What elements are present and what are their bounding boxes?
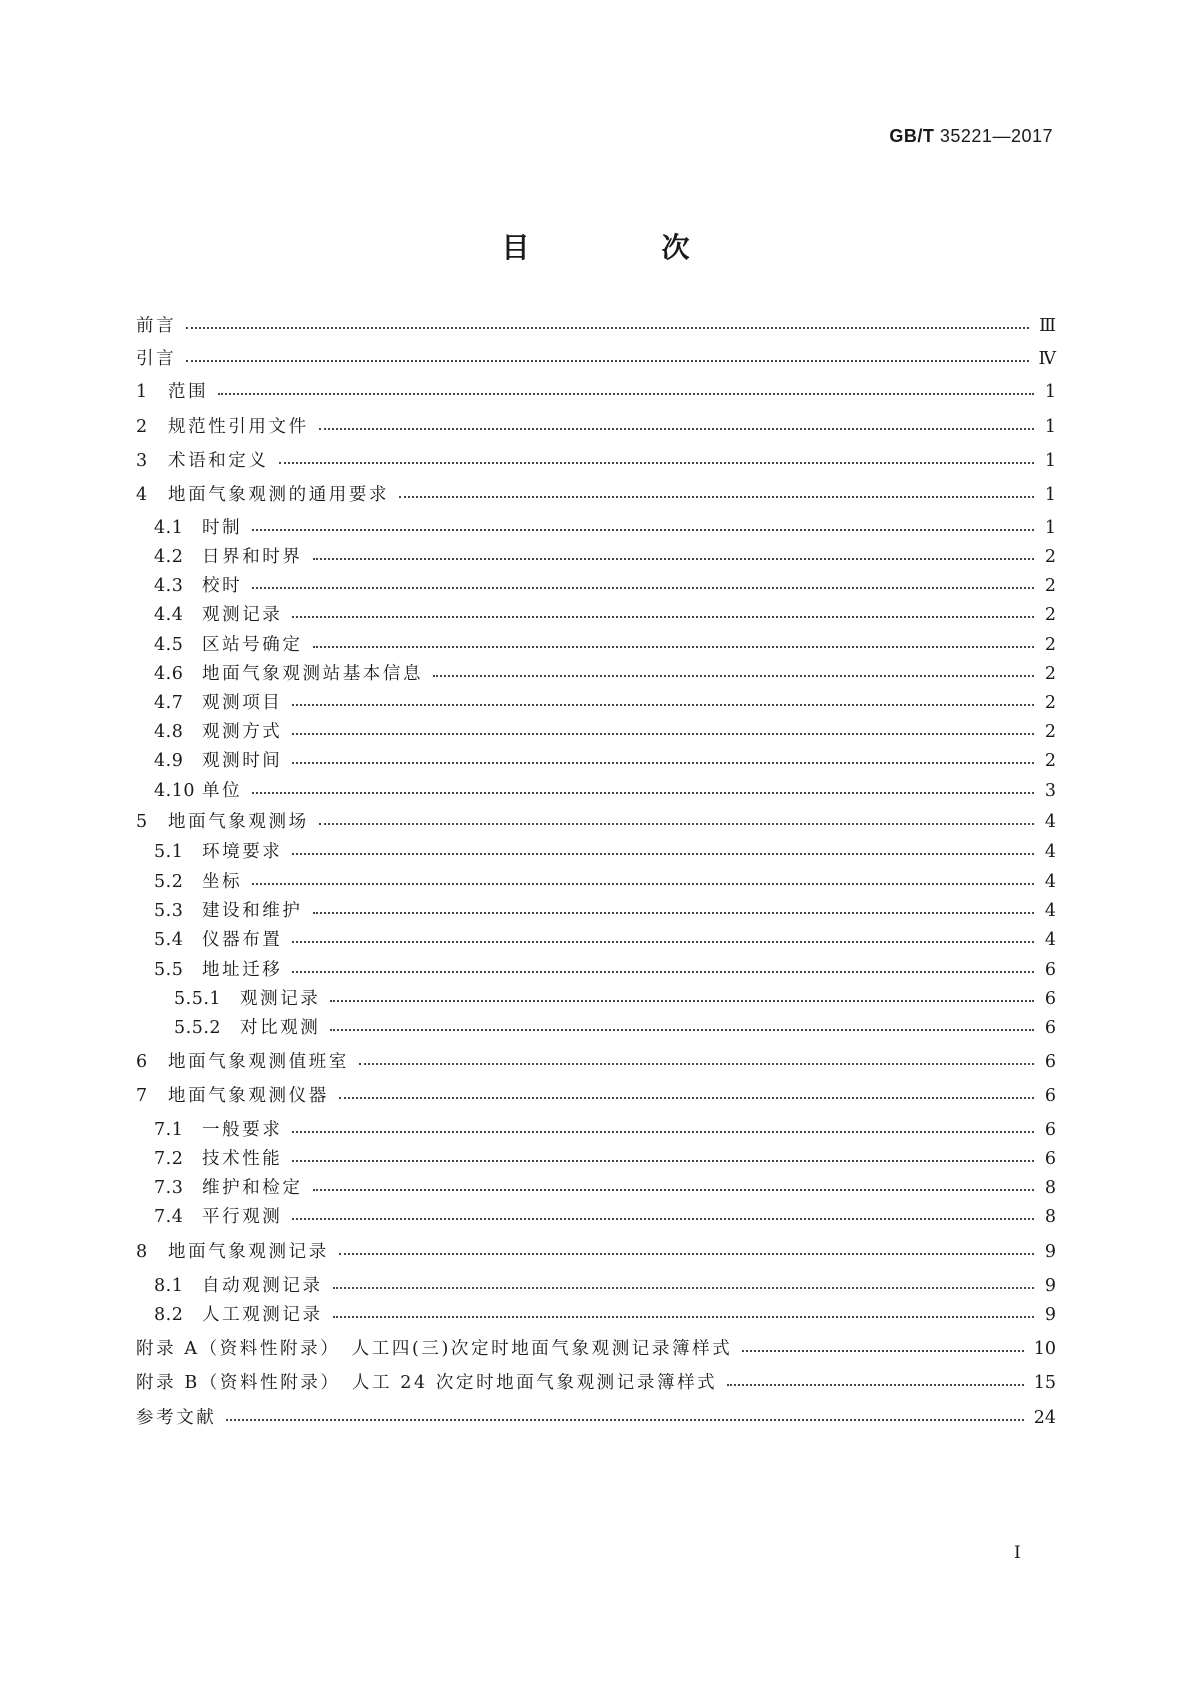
- toc-entry-page: 4: [1044, 872, 1056, 892]
- toc-leader-dots: [292, 853, 1034, 855]
- toc-entry-number: 7.3: [154, 1178, 184, 1198]
- toc-entry-label: 校时: [202, 576, 243, 596]
- toc-entry[interactable]: [136, 1335, 1056, 1360]
- toc-entry-number: 5.3: [154, 901, 184, 921]
- toc-entry[interactable]: [136, 312, 1056, 337]
- toc-entry-number: 8: [136, 1242, 148, 1262]
- toc-entry-page: 1: [1044, 417, 1056, 437]
- toc-leader-dots: [252, 883, 1034, 885]
- toc-entry-number: 4.7: [154, 693, 184, 713]
- toc-entry-page: 1: [1044, 485, 1056, 505]
- toc-entry[interactable]: [136, 1301, 1056, 1326]
- toc-entry-number: 5.2: [154, 872, 184, 892]
- toc-entry[interactable]: [136, 1014, 1056, 1039]
- toc-leader-dots: [330, 1000, 1034, 1002]
- toc-entry[interactable]: [136, 868, 1056, 893]
- toc-entry-label: 规范性引用文件: [168, 417, 309, 437]
- toc-entry[interactable]: [136, 601, 1056, 626]
- toc-leader-dots: [186, 360, 1028, 362]
- toc-leader-dots: [279, 462, 1035, 464]
- toc-entry-label: 地面气象观测记录: [168, 1242, 329, 1262]
- toc-entry-number: 4.1: [154, 518, 184, 538]
- toc-entry-label: 地面气象观测场: [168, 812, 309, 832]
- toc-entry[interactable]: [136, 689, 1056, 714]
- toc-entry-page: 2: [1044, 605, 1056, 625]
- toc-entry-label: 参考文献: [136, 1408, 217, 1428]
- toc-entry-label: 地面气象观测值班室: [168, 1052, 349, 1072]
- toc-entry-page: 4: [1044, 930, 1056, 950]
- toc-entry-number: 4.4: [154, 605, 184, 625]
- toc-entry[interactable]: [136, 1238, 1056, 1263]
- toc-entry-label: 观测项目: [202, 693, 283, 713]
- toc-leader-dots: [313, 1189, 1035, 1191]
- toc-leader-dots: [292, 1160, 1034, 1162]
- toc-entry-page: 6: [1044, 989, 1056, 1009]
- toc-leader-dots: [727, 1384, 1023, 1386]
- toc-entry[interactable]: [136, 345, 1056, 370]
- toc-entry-page: 4: [1044, 842, 1056, 862]
- toc-entry-label: 地面气象观测站基本信息: [202, 664, 424, 684]
- toc-leader-dots: [218, 393, 1034, 395]
- toc-entry-number: 4.3: [154, 576, 184, 596]
- toc-entry[interactable]: [136, 631, 1056, 656]
- toc-entry[interactable]: [136, 447, 1056, 472]
- standard-code: [889, 126, 1053, 147]
- toc-entry-label: 对比观测: [240, 1018, 321, 1038]
- toc-entry[interactable]: [136, 1145, 1056, 1170]
- toc-leader-dots: [292, 762, 1034, 764]
- toc-entry-number: 7.2: [154, 1149, 184, 1169]
- toc-entry-page: 6: [1044, 1086, 1056, 1106]
- toc-entry-page: 8: [1044, 1207, 1056, 1227]
- toc-entry-number: 3: [136, 451, 148, 471]
- toc-entry-page: 8: [1044, 1178, 1056, 1198]
- toc-entry-number: 4.8: [154, 722, 184, 742]
- toc-entry[interactable]: [136, 514, 1056, 539]
- toc-entry[interactable]: [136, 718, 1056, 743]
- toc-leader-dots: [226, 1419, 1023, 1421]
- toc-entry[interactable]: [136, 660, 1056, 685]
- toc-leader-dots: [319, 428, 1034, 430]
- toc-entry-number: 1: [136, 382, 148, 402]
- toc-entry-number: 5.1: [154, 842, 184, 862]
- toc-entry-number: 7: [136, 1086, 148, 1106]
- toc-entry-page: 2: [1044, 722, 1056, 742]
- toc-entry-label: 观测时间: [202, 751, 283, 771]
- toc-entry-label: 时制: [202, 518, 243, 538]
- toc-leader-dots: [433, 675, 1034, 677]
- toc-entry[interactable]: [136, 1404, 1056, 1429]
- toc-entry[interactable]: [136, 413, 1056, 438]
- toc-entry-label: 范围: [168, 382, 209, 402]
- toc-entry-page: 1: [1044, 518, 1056, 538]
- toc-entry-label: 日界和时界: [202, 547, 303, 567]
- toc-leader-dots: [333, 1316, 1034, 1318]
- toc-entry-label: 地面气象观测仪器: [168, 1086, 329, 1106]
- toc-entry-label: 引言: [136, 349, 177, 369]
- toc-entry[interactable]: [136, 1369, 1056, 1394]
- toc-entry-number: 2: [136, 417, 148, 437]
- toc-entry-number: 4.10: [154, 781, 195, 801]
- toc-entry-label: 观测方式: [202, 722, 283, 742]
- toc-leader-dots: [292, 971, 1034, 973]
- toc-entry[interactable]: [136, 572, 1056, 597]
- toc-entry[interactable]: [136, 985, 1056, 1010]
- toc-entry-page: 2: [1044, 751, 1056, 771]
- toc-entry-number: 7.1: [154, 1120, 184, 1140]
- toc-entry-number: 8.1: [154, 1276, 184, 1296]
- toc-entry-number: 4.5: [154, 635, 184, 655]
- page-title: 目 次: [501, 231, 742, 264]
- toc-entry-page: 9: [1044, 1305, 1056, 1325]
- toc-entry-number: 4.6: [154, 664, 184, 684]
- toc-entry-number: 4: [136, 485, 148, 505]
- toc-leader-dots: [399, 496, 1034, 498]
- toc-entry-page: 2: [1044, 547, 1056, 567]
- toc-entry-label: 维护和检定: [202, 1178, 303, 1198]
- toc-entry-label: 坐标: [202, 872, 243, 892]
- toc-leader-dots: [313, 912, 1035, 914]
- toc-entry-page: 2: [1044, 693, 1056, 713]
- toc-leader-dots: [292, 704, 1034, 706]
- toc-entry-page: 15: [1033, 1373, 1056, 1393]
- toc-entry-label: 建设和维护: [202, 901, 303, 921]
- toc-entry-number: 5.4: [154, 930, 184, 950]
- toc-entry-number: 4.9: [154, 751, 184, 771]
- toc-leader-dots: [742, 1350, 1023, 1352]
- toc-entry[interactable]: [136, 808, 1056, 833]
- toc-entry-page: 3: [1044, 781, 1056, 801]
- toc-entry-page: 9: [1044, 1276, 1056, 1296]
- toc-entry-page: 24: [1033, 1408, 1056, 1428]
- toc-entry[interactable]: [136, 378, 1056, 403]
- toc-entry-page: Ⅳ: [1038, 349, 1056, 369]
- toc-entry[interactable]: [136, 747, 1056, 772]
- toc-entry-number: 7.4: [154, 1207, 184, 1227]
- toc-entry[interactable]: [136, 897, 1056, 922]
- toc-entry[interactable]: [136, 481, 1056, 506]
- toc-entry[interactable]: [136, 1116, 1056, 1141]
- toc-leader-dots: [252, 587, 1034, 589]
- toc-entry-page: 6: [1044, 1149, 1056, 1169]
- toc-entry[interactable]: [136, 543, 1056, 568]
- toc-entry-label: 术语和定义: [168, 451, 269, 471]
- toc-entry-label: 平行观测: [202, 1207, 283, 1227]
- toc-entry-page: 6: [1044, 1120, 1056, 1140]
- toc-entry-label: 仪器布置: [202, 930, 283, 950]
- toc-leader-dots: [313, 558, 1035, 560]
- page-number: Ⅰ: [1014, 1543, 1021, 1563]
- toc-leader-dots: [292, 733, 1034, 735]
- toc-entry-page: 1: [1044, 451, 1056, 471]
- toc-leader-dots: [359, 1063, 1034, 1065]
- toc-entry-label: 区站号确定: [202, 635, 303, 655]
- toc-entry-label: 地面气象观测的通用要求: [168, 485, 390, 505]
- toc-entry[interactable]: [136, 1174, 1056, 1199]
- toc-entry-label: 人工观测记录: [202, 1305, 323, 1325]
- toc-entry-page: 6: [1044, 1052, 1056, 1072]
- toc-entry-number: 4.2: [154, 547, 184, 567]
- toc-entry-page: 4: [1044, 812, 1056, 832]
- toc-entry-page: 2: [1044, 664, 1056, 684]
- toc-leader-dots: [252, 792, 1034, 794]
- toc-entry-label: 单位: [202, 781, 243, 801]
- toc-entry-page: 4: [1044, 901, 1056, 921]
- toc-entry-number: 5.5.2: [174, 1018, 222, 1038]
- toc-entry[interactable]: [136, 1048, 1056, 1073]
- toc-entry[interactable]: [136, 1272, 1056, 1297]
- toc-entry-page: 2: [1044, 635, 1056, 655]
- toc-entry-label: 观测记录: [240, 989, 321, 1009]
- toc-entry[interactable]: [136, 777, 1056, 802]
- toc-entry-label: 附录 B（资料性附录） 人工 24 次定时地面气象观测记录簿样式: [136, 1373, 718, 1393]
- toc-entry-label: 环境要求: [202, 842, 283, 862]
- toc-entry-page: 6: [1044, 1018, 1056, 1038]
- toc-leader-dots: [330, 1029, 1034, 1031]
- toc-leader-dots: [292, 1218, 1034, 1220]
- toc-entry-label: 附录 A（资料性附录） 人工四(三)次定时地面气象观测记录簿样式: [136, 1339, 733, 1359]
- toc-entry-page: Ⅲ: [1039, 316, 1056, 336]
- toc-entry-number: 5: [136, 812, 148, 832]
- toc-entry[interactable]: [136, 838, 1056, 863]
- toc-entry-label: 前言: [136, 316, 177, 336]
- toc-leader-dots: [339, 1097, 1034, 1099]
- toc-entry-page: 6: [1044, 960, 1056, 980]
- toc-entry-number: 5.5.1: [174, 989, 222, 1009]
- toc-entry-page: 10: [1033, 1339, 1056, 1359]
- toc-entry-label: 自动观测记录: [202, 1276, 323, 1296]
- toc-entry-number: 6: [136, 1052, 148, 1072]
- toc-leader-dots: [292, 1131, 1034, 1133]
- toc-entry-label: 观测记录: [202, 605, 283, 625]
- standard-number: 35221—2017: [939, 126, 1053, 146]
- toc-entry[interactable]: [136, 926, 1056, 951]
- toc-entry[interactable]: [136, 1082, 1056, 1107]
- toc-entry-number: 8.2: [154, 1305, 184, 1325]
- standard-prefix: GB/T: [889, 126, 935, 146]
- toc-entry-label: 地址迁移: [202, 960, 283, 980]
- toc-entry-page: 2: [1044, 576, 1056, 596]
- toc-entry-label: 一般要求: [202, 1120, 283, 1140]
- toc-entry-label: 技术性能: [202, 1149, 283, 1169]
- toc-leader-dots: [339, 1253, 1034, 1255]
- toc-leader-dots: [292, 941, 1034, 943]
- toc-entry-page: 9: [1044, 1242, 1056, 1262]
- toc-leader-dots: [319, 823, 1034, 825]
- toc-leader-dots: [252, 529, 1034, 531]
- toc-entry-page: 1: [1044, 382, 1056, 402]
- toc-leader-dots: [333, 1287, 1034, 1289]
- toc-entry-number: 5.5: [154, 960, 184, 980]
- toc-entry[interactable]: [136, 1203, 1056, 1228]
- toc-leader-dots: [292, 616, 1034, 618]
- toc-leader-dots: [313, 646, 1035, 648]
- toc-leader-dots: [186, 327, 1029, 329]
- toc-entry[interactable]: [136, 956, 1056, 981]
